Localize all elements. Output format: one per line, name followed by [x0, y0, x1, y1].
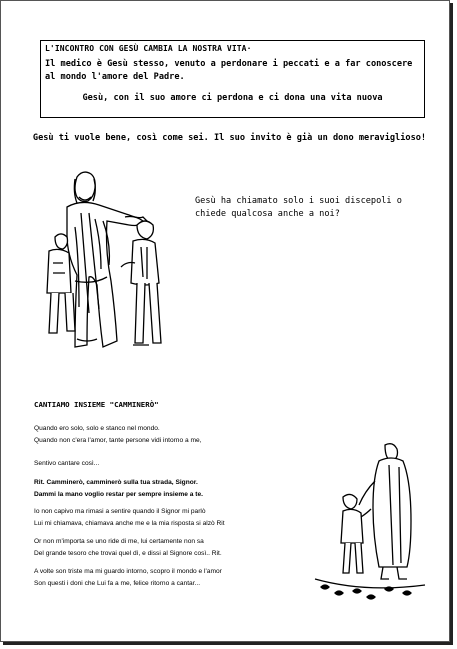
reflection-question: Gesù ha chiamato solo i suoi discepoli o chiede qualcosa anche a noi? — [195, 196, 402, 219]
song-line: Del grande tesoro che trovai quel dì, e dissi al Signore così.. Rit. — [34, 550, 222, 557]
walking-together-illustration — [313, 441, 433, 603]
box-title: L'INCONTRO CON GESÙ CAMBIA LA NOSTRA VITA· — [45, 44, 252, 53]
refrain-line: Dammi la mano voglio restar per sempre insieme a te. — [34, 491, 203, 498]
song-line: Quando non c'era l'amor, tante persone vidi intorno a me, — [34, 437, 202, 444]
song-line: A volte son triste ma mi guardo intorno, scopro il mondo e l'amor — [34, 568, 222, 575]
song-line: Quando ero solo, solo e stanco nel mondo. — [34, 425, 160, 432]
box-text-amore: Gesù, con il suo amore ci perdona e ci dona una vita nuova — [82, 93, 383, 103]
intro-sentence: Gesù ti vuole bene, così come sei. Il suo invito è già un dono meraviglioso! — [32, 133, 427, 143]
song-line: Lui mi chiamava, chiamava anche me e la mia risposta si alzò Rit — [34, 520, 225, 527]
song-line: Son questi i doni che Lui fa a me, felice ritorno a cantar... — [34, 580, 201, 587]
song-line: Or non m'importa se uno ride di me, lui certamente non sa — [34, 538, 204, 545]
box-text-medico: Il medico è Gesù stesso, venuto a perdonare i peccati e a far conoscere al mondo l'amore del Padre. — [45, 59, 413, 82]
song-line: Sentivo cantare così... — [34, 460, 100, 467]
song-title: CANTIAMO INSIEME "CAMMINERÒ" — [34, 400, 159, 409]
refrain-line: Rit. Camminerò, camminerò sulla tua strada, Signor. — [34, 479, 198, 486]
headline-box — [40, 40, 425, 118]
song-line: Io non capivo ma rimasi a sentire quando il Signor mi parlò — [34, 508, 206, 515]
jesus-with-children-illustration — [37, 167, 165, 363]
